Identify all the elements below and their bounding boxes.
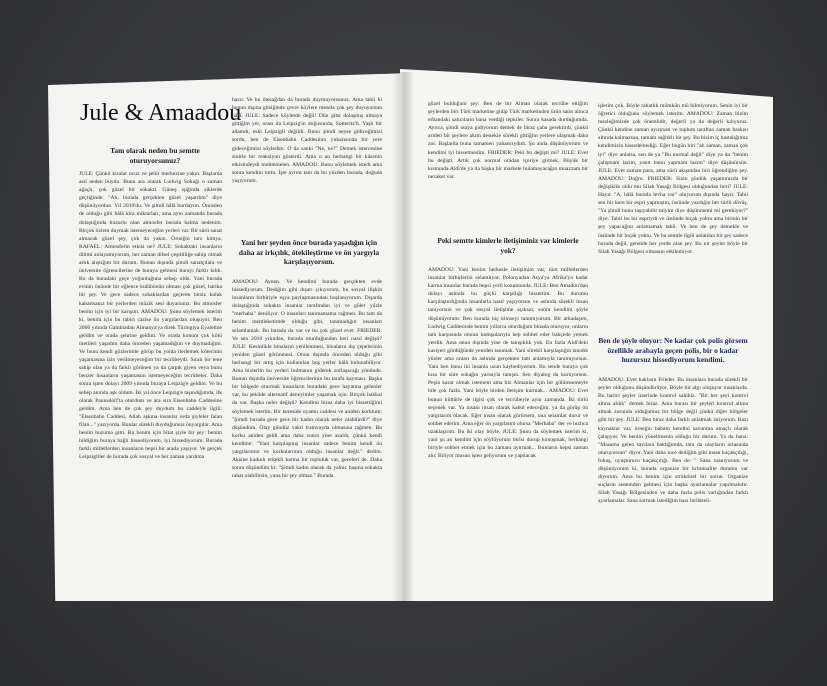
column-1 — [79, 170, 222, 570]
column-4-top — [598, 102, 748, 328]
subheading: Tam olarak neden bu semtte oturuyorsunuz? — [110, 146, 200, 165]
question-2: Yani her şeyden önce burada yaşadığın için daha az irkçılık, ötekileştirme ve ön yargıyla karşılaşıyorsun. — [238, 238, 380, 267]
column-3-top — [428, 100, 588, 212]
column-2-top-text: hazır. Ve bu ötesağdan da burada duymuyorsunuz. Ama tabii ki bunun dışına gitsiğinde çevre köylere mesela çok şey duyuyorsun hâlâ. JULE: Sadece köylerde değil! Dün gitsi dolaşmış almaya gittiğim yer, orası da Leipzig'in doğusunda, Sotteritz'ti. Yaşlı bir adamdı, eski Leipzigli değildi. Bunu şimdi neyse gidiceğimizi sordu, ben de Eisenbahn Caddesinin yukarısında bir yere gideceğimizi söyledim. O da sanki "Ne, ne?" Demek istercesine sinirle bir reaksiyon gösterdi. Ama o an herhangi bir kâsenin etkisindeydi muhtemelen. AMADOU: Bunu söylemek istedi ama sonra kendini tuttu. İşte ayrım tam da bu yüzden burada, doğuda yaşıyorum. — [232, 97, 382, 184]
question-4: Ben de şöyle oluyor: Ne kadar çok polis görsem özellikle arabayla geçen polis, bir o kadar huzursuz hissediyorum kendimi. — [598, 336, 748, 365]
column-2-bottom-text: AMADOU: Aynen. Ve kendimi burada gerçekten evde hissediyorum. Dediğim gibi dışarı çıkıyorum, bu sosyal ilişkin insanların birbiriyle eşya paylaşmasından hoşlanıyorum. Dışarda dolaştığında sokakta insanlar tarafından iyi ve güler yüzle "merhaba" deniliyor. O insanları tanımamama rağmen. Bu tam da benim memleketimde olduğu gibi, tanımadığın insanları selamlamak. Bu burada da var ve bu çok güzel evet. FRIEDER: Ve sen 2010 yılından, burada oturduğundan beri nasıl değişti? JULE: Kesinlikle binaların yenilenmesi, binaların dış çepelerinin yeniden güzel görünmesi. Onun dışında önceden olduğu gibi herhangi bir artış için kullanılan boş yerler hâlâ bulunabiliyor. Ama bizlerim bu yerleri bulmanın giderek zorlaşacağı yönünde. Bunun dışında üniversite öğrencilerinin bu tarafa kayması. Başka bir bölgede oturmak insanların buradaki gece hayatına gelenler var, bu şekilde alternatif deneyimler yaşamak için. Birçok bakkal da var. Başka neler değişti? Kendimi biraz daha iyi hissettiğimi söylemek isterim. Bir kereside oyamu caddesi ve aniden korktum: "Şimdi burada gece gece bir kadın olarak neler olabilirdi?" diye düşündüm. Olay gündüz vakti tramvayda olmasına rağmen. Bu korku aniden geldi ama daha sonra yine azaldı, çünkü kendi kendime: "Yani karşılaşmış insanlar sadece benim kendi ön yargılarımın ve korkularımın olduğu insanlar değil." dedim. Aksine kadınlı erkekli karma bir topluluk var, geceleri de. Daha sonra düşündüm ki: "Şimdi kadın olarak da yalnız başına sokakta rahat olabilirsin, yana bir şey olmaz." Burada — [232, 279, 382, 480]
question-3: Peki semtte kimlerle iletişiminiz var kimlerle yok? — [437, 236, 579, 255]
column-2-bottom — [232, 278, 382, 580]
column-2-top — [232, 96, 382, 226]
column-1-text: JULE: Çünkü kiralar ucuz ve şehir merkezine yakın. Başlarda asıl neden buydu. Bunu ara olarak Ludwig Sokağı o zaman ağaçlı, çok güzel bir sokakti. Güneş ışığında siklerde geçtiğinde: "Ah, burada gerçekten güzel yaşardım" diye düşünüyordun. Yıl 2010'du. Ve şimdi hâlâ burdayım. Önceden de olduğu gibi hâlâ kira miktarları, ama aynı zamanda burada dolaştığında huzurlu olan atmosfer burada kalma nedenim. Birçok özlem duymak istemeyeceğim yerleri var. Bir sürü sanat almacak güzel şey, çok da yakın. Örneğin tarz kimya. RAFAEL: Atmosferin etkisi ne? JULE: Sokaktaki insanların dilimi anlayamıyorum, her zaman dilsel çeşitliliğe sahip olmak artık alıştığım bir durum. Bunun dışında şimdi sanatçılara ve üniversite öğrencilerine de buraya gelmesi burayı farklı kıldı. Bu da buradaki geçe yoğunluğuna sebep oldu. Yani burada evinin önünde bir eğlence kulübünün olması çok güzel, harika bir şey. Ve gece sadece sokaklardan geçeren bitsiz kulak kabartsanız bir yerlerden müzik sesi duyarsınız. Bu atmosfer benim için iyi bir karışım. AMADOU: Şunu söylemek isterim ki, benim için bu tabiri cazise ön yargılardan oluşuyor. Ben 2006 yılında Gambiadan Almanya'ya direk Türingiya Eyaletine geldim ve orada şehrine geldim. Ve orada konum çok kötü üretileri yaşadım daha önceden yaşamadığım ve duymadığım. Ve bunu kendi gözlerimle görüp bu yolda ilerlemek kötecinin yaşamasına izin verilmeyeceğim bir tecrübeydi. Sıralı bir tene sahip olan ya da farklı görünen ya da çarpık giyen veya bunu benzer insanların yaşamasını istemeyeceğim tecrübeler. Daha sonra işten dolayı 2009 yılında buraya Leipzig'e geldim. Ve bu sebep anında aşk oldum. İki yıl önce Leipzig'e taşındığımda, ilk olarak Paunsdorf'ta oturdum ve ara sıra Eisenbahn Caddesine geldim. Ama ben de çok şey duydum bu caddeyle ilgili: "Eisenbahn Caddesi, Allah aşkına insanlar orda şiyleler falan filan..." yazıyorda. Bunlar sürekli duyduğumuz önyargılar. Ama benim huzuma gitti. Bu benim için bitat şiyle bir şey: benim bildiğim buraya bağlı hissediyorum, iyi hissediyorum. Burada farklı milletlerden insanların hepsi bir arada yaşıyor. Ve gerçek Leipzigliler de burada çok sosyal ve her zaman yardıma — [79, 171, 222, 461]
article-title: Jule & Amaadou — [80, 100, 242, 126]
column-4-top-text: işlerim çok. Böyle rahatlık mümkün mü bilmiyorum. Senin iyi bir öğretici olduğunu söylemek isterim. AMADOU: Zaman bizim mesleğimizde çok önemlidir, değerli ya da değerli kılıyoruz. Çünkü kendine zaman ayırırsan ve toplum taraftan zaman baskısı altında kalmazsan, tamam sağlıklı bir şey. Bu bizim iç hastalığımız kendimizin hissedemediği. Eğer bugün biri "ah zaman, zaman çok iyi" diye anlatsa, sen de ya "Bu normal değil" diye ya da "benim çalışmam lazım, yanıt bunu yapmam lazım" diye düşünürsün. JULE: Evet zaman para, ama sürü akışından biri öğrendiğim şey. AMADOU: Doğru. FRIEDER: Sizin günlük yaşamınızda bir değişiklik oldu mu Silah Yasağı Bölgesi olduğundan beri? JULE: Hayır. "A, hâlâ burada levha var" oluyorum dışında hayır. Tabii sen bir kere bir espri yapmıştın, üstünde yazdığın her türlü dövüş. "Ya şimdi bunu taşıyabilir miyim diye düşünmemi mi gerekiyor?" diye. Tabii bu bir espriydi ve üstünde bıçak yoktu ama birinin bir şey yapacağını anlamamak tabii. Ve ben de şey demekle ve üstünde bir bıçak yoktu. Ve bu semtle ilgili anlatılan bir şey sadece burada değil, genelde her yerde olan şey. Bu nir şeyler böyle bir Silah Yasağı Bölgesi olmasını etkilemiyor. — [598, 103, 748, 255]
column-3-bottom — [428, 266, 588, 566]
column-4-bottom-text: AMADOU: Evet haklısın Frieder. Bu insanlara burada sürekli bir şeyler olduğunu düşündürüyor. Böyle bir algı oluşuyor insanlarda. Bu harici şeyler üzerinde kontrol sahibiz. "Bir her şeyi kontrol altına aldık" demek biraz. Ama burası bir şeyleri kontrol altına almak zorunda olduğumuz bir bölge değil çünkü diğer bölgeler gibi bir şey. JULE: Ben biraz daha farklı anlatmak istiyorum. Bazı kaynaklar var, örneğin babam kendini savunma amaçlı olarak çalışıyor. Ve benim yöneltmenin olduğu bir durum. Ya da bana: "Masama gelen sayılara baktığımda, tam da olayların ortasında oturuyorsun" diyor. Yani daha ince dediğim gibi insan kaçakçılığı, fuhuş, uyuşturucu kaçakçılığı. Ben de: " Sana inanıyorum ve düşünüyorum ki, burada organize bir kriminalite durumu var diyorum. Ama bu benim için strüktürel bir sorun. Organize suçların sistemden gelmesi için başka ayarlamalar yapılmalıdır. Silah Yasağı Bölgesinden ve daha fazla polis varlığından farklı ayarlamalar. Sana sormak istediğim bazı birlikteli- — [598, 377, 748, 505]
column-3-bottom-text: AMADOU: Yani benim herkesle iletişimim var, tüm milletlerden insanlar birbirlerini selamlıyor. Polonyadan Asya'ya Afrika'ya kadar karma insanlar burada hepsi yerli konumunda. JULE: Ben Amadou'dan dolayı aslında bu güçlü karşıtlığı hissettim. Bu durumu karşılaştırdığında insanlarla nasıl yaşıyorsun ve aslında sürekli insan tanıyorsun ve çok sosyal iletişime açıksın, sonra kendimi şöyle düşünüyorum: Ben burada hiç kimseyi tanımıyorum. Bir arkadaşım, Ludwig Caddesinde benim yıllarca oturduğum binada oturuyor, onların tam karşısında oturan komşularıyla hep sohbet eder bahçede yemek yerdik. Ama onun dışında yine de tanışıklık yok. En fazla Aldi'deki kasiyeri gördüğünde yeniden tanımak. Yani sürekli karşılaştığın tanıdık yüzler ama onları da aslında gerçekten tam anlamıyla tanımıyorsun. Yani ben bunu iki insanla uzun kaybediyorum. Bu sende buraya çok kısa bir süre sokağın yarısıyla tanışın. Sen diyalog da kuruyorsun. Peşin karar olmak istemem ama biz Almanlar için bir gülümsemeyle bile çok fazla. Yani böyle birden iletişim kurmak... AMADOU: Evet bunun kültürle de ilgisi çok ve tecrübeyle aynı zamanda. İki türlü seçenek var. Ya insanı insan olarak kabul edeceğim, ya da görüp ön yargılarım olacak. Eğer insan olarak görürsem, ona selamlar durur ve sohbet ederim. Ama eğer ön yargılarım olursa "Merhaba" der ve hızlıca uzaklaşırım. Bu iki olay böyle. JULE: Şunu da söylemek isterim ki, yani şu an kendim için söylüyorum birisi durup konuşmak, herhangi biriyle sohbet etmek için bu zamanı ayırmak... Bunların hepsi zaman alır. Biliyor musun işten geliyorum ve yapılacak — [428, 267, 588, 460]
column-4-bottom — [598, 376, 748, 572]
page-gutter — [392, 72, 414, 602]
column-3-top-text: güzel bulduğum şey: Ben de bir Alman olarak tecrübe ettiğim şeylerden biri Türk marketine gidip Türk marketinden ürün satın alınca erbandaki satıcıların bana verdiği tepkiler. Sonra kasada durduğumda. Ayrıca, şimdi otaya gidiyorum demek de biraz çaba gerektirdi, çünkü ariden bir şeylere akım destekle sürekli gittiğim yerlere ulaşmak daha zor. Başlarda buna tamamen yabancıydım. Şu anda düşünüyorum ve kendimi iyi hissetmedim. FRIEDER: Peki bu değişti mi? JULE: Evet bu değişti. Artık çok normal oradan içeriye girmek. Büyük bir kısmında Aldi'de ya da başka bir markete bulamayacağın muazzam bir nezaket var. — [428, 101, 588, 180]
